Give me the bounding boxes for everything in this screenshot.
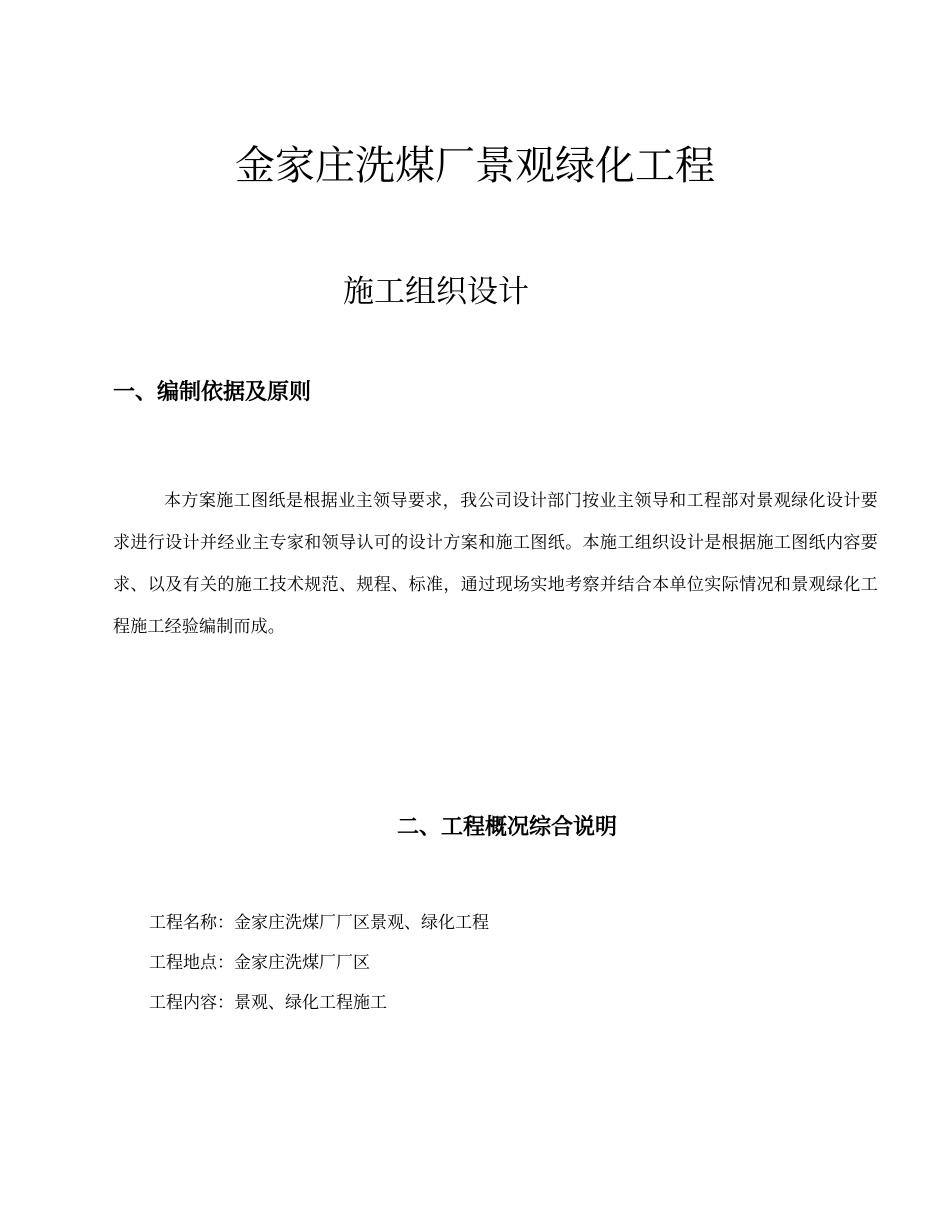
project-location-item: 工程地点：金家庄洗煤厂厂区: [149, 953, 370, 973]
section-2-heading: 二、工程概况综合说明: [396, 815, 617, 840]
section-1-heading: 一、编制依据及原则: [113, 380, 312, 405]
project-content-item: 工程内容：景观、绿化工程施工: [149, 993, 387, 1013]
document-title: 金家庄洗煤厂景观绿化工程: [235, 143, 715, 189]
document-subtitle: 施工组织设计: [343, 274, 529, 310]
project-name-item: 工程名称：金家庄洗煤厂厂区景观、绿化工程: [149, 913, 489, 933]
project-info-list: [149, 903, 489, 1023]
section-1-paragraph: 本方案施工图纸是根据业主领导要求，我公司设计部门按业主领导和工程部对景观绿化设计要求进行设计并经业主专家和领导认可的设计方案和施工图纸。本施工组织设计是根据施工图纸内容要求、以及有关的施工技术规范、规程、标准，通过现场实地考察并结合本单位实际情况和景观绿化工程施工经验编制而成。: [113, 491, 878, 637]
